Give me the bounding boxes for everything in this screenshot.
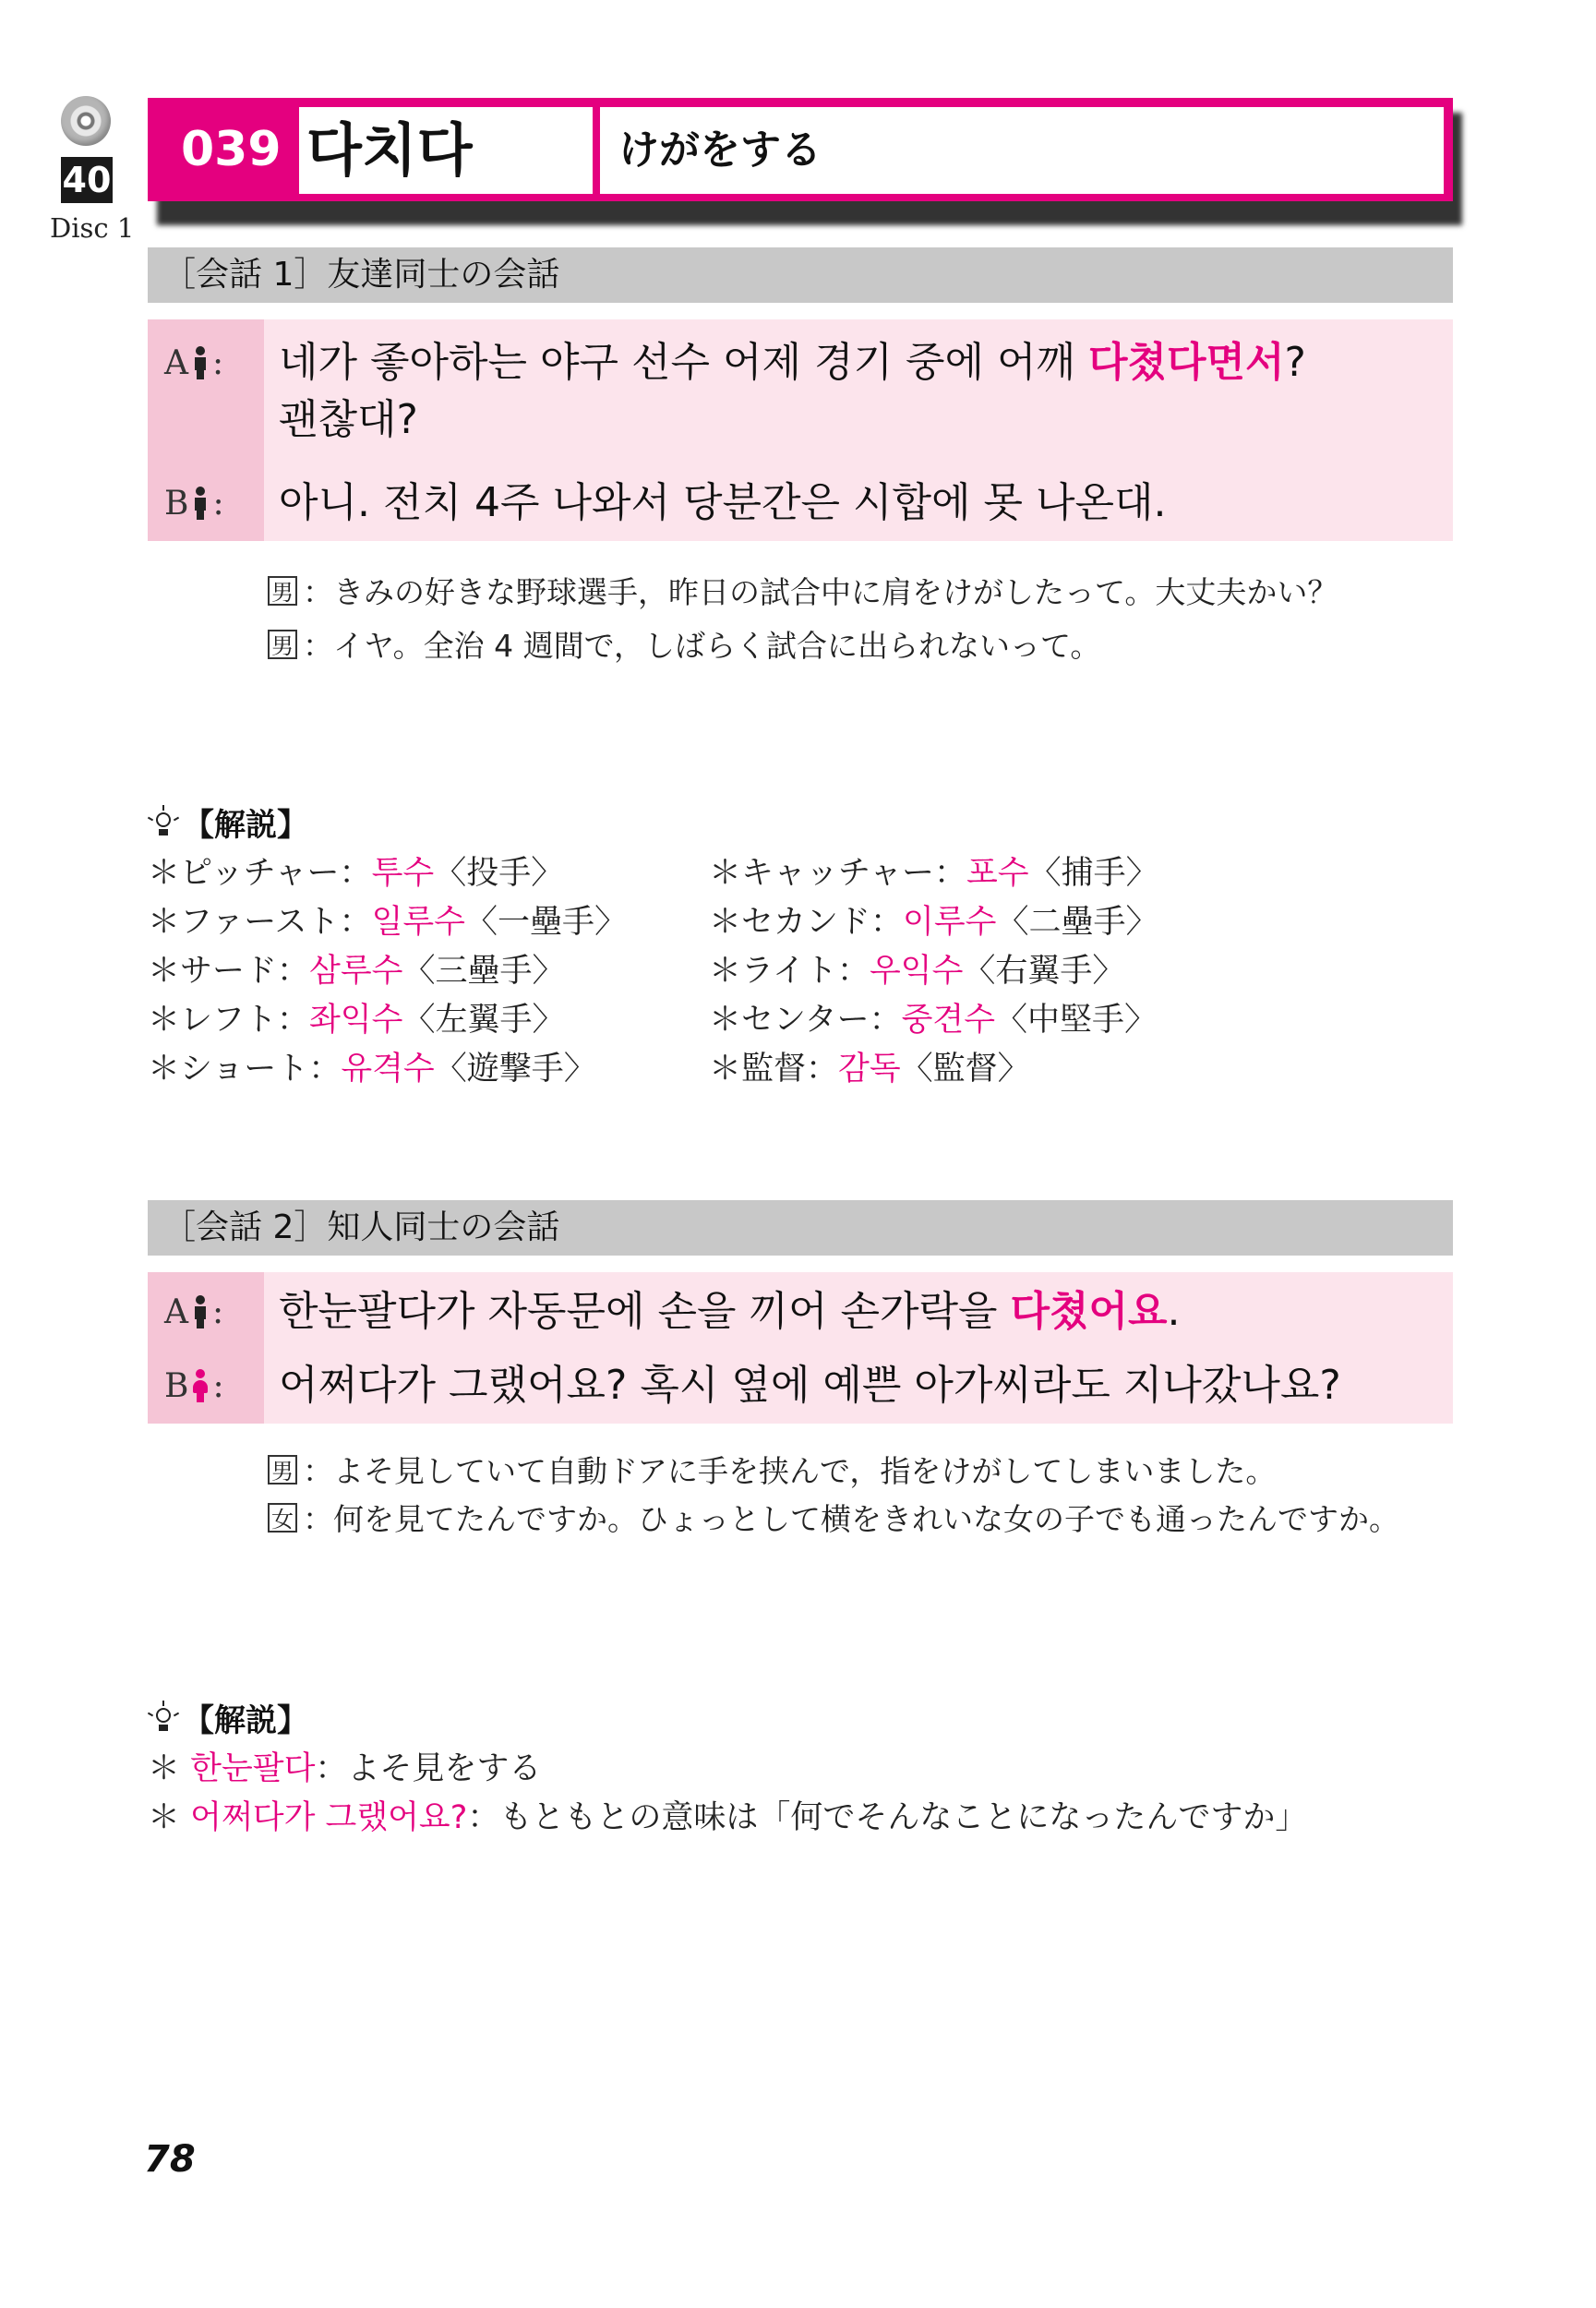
translation-line: 男 ： よそ見していて自動ドアに手を挟んで，指をけがしてしまいました。 [268,1451,1449,1492]
male-figure-icon [192,1295,209,1328]
track-number: 40 [61,157,113,203]
section1-explanation-title: 【解説】 [148,799,308,845]
disc-label: Disc 1 [50,212,135,244]
section1-line-b: 아니. 전치 4주 나와서 당분간은 시합에 못 나온대. [279,479,1167,526]
male-figure-icon [192,487,209,520]
section1-translations [268,572,1449,667]
male-tag: 男 [268,630,297,659]
male-tag: 男 [268,1455,297,1485]
speaker-a: A : [164,343,224,382]
translation-line: 男 ： きみの好きな野球選手，昨日の試合中に肩をけがしたって。大丈夫かい？ [268,572,1449,613]
translation-line: 男 ： イヤ。全治 4 週間で，しばらく試合に出られないって。 [268,626,1449,667]
section2-header: ［会話 2］知人同士の会話 [148,1200,1453,1256]
translation-line: 女 ： 何を見てたんですか。ひょっとして横をきれいな女の子でも通ったんですか。 [268,1499,1449,1540]
term-first-base: ＊ファースト：일루수〈一壘手〉 [148,904,628,941]
section2-line-b: 어쩌다가 그랬어요? 혹시 옆에 예쁜 아가씨라도 지나갔나요? [279,1362,1341,1409]
section1-header: ［会話 1］友達同士の会話 [148,247,1453,303]
term-center-field: ＊センター：중견수〈中堅手〉 [709,1002,1158,1039]
male-figure-icon [192,346,209,379]
section1-line-a: 네가 좋아하는 야구 선수 어제 경기 중에 어깨 다쳤다면서? 괜찮대? [279,339,1306,443]
highlight-expression: 다쳤다면서 [1087,339,1285,386]
term-catcher: ＊キャッチャー：포수〈捕手〉 [709,855,1158,892]
term-shortstop: ＊ショート：유격수〈遊撃手〉 [148,1051,596,1088]
lesson-number: 039 [181,122,282,177]
section2-translations [268,1451,1449,1540]
female-figure-icon [192,1369,209,1402]
lightbulb-icon [148,1702,179,1734]
term-pitcher: ＊ピッチャー：투수〈投手〉 [148,855,564,892]
page-number: 78 [144,2138,196,2181]
term-hannunpalda: ＊ 한눈팔다：よそ見をする [148,1750,542,1787]
term-eojjeodaga: ＊ 어쩌다가 그랬어요?：もともとの意味は「何でそんなことになったんですか」 [148,1799,1308,1836]
section2-line-a: 한눈팔다가 자동문에 손을 끼어 손가락을 다쳤어요. [279,1288,1181,1335]
female-tag: 女 [268,1503,297,1533]
speaker-b: B : [164,484,224,523]
lesson-japanese-meaning: けがをする [600,107,1444,194]
disc-icon [61,96,111,146]
term-second-base: ＊セカンド：이루수〈二壘手〉 [709,904,1158,941]
lesson-korean-word: 다치다 [299,107,593,194]
term-right-field: ＊ライト：우익수〈右翼手〉 [709,953,1125,990]
term-left-field: ＊レフト：좌익수〈左翼手〉 [148,1002,565,1039]
highlight-expression: 다쳤어요 [1010,1288,1168,1335]
speaker-a: A : [164,1292,224,1331]
speaker-b: B : [164,1366,224,1405]
male-tag: 男 [268,576,297,606]
term-manager: ＊監督：감독〈監督〉 [709,1051,1030,1088]
term-third-base: ＊サード：삼루수〈三壘手〉 [148,953,565,990]
lightbulb-icon [148,807,179,838]
section2-explanation-title: 【解説】 [148,1695,308,1740]
